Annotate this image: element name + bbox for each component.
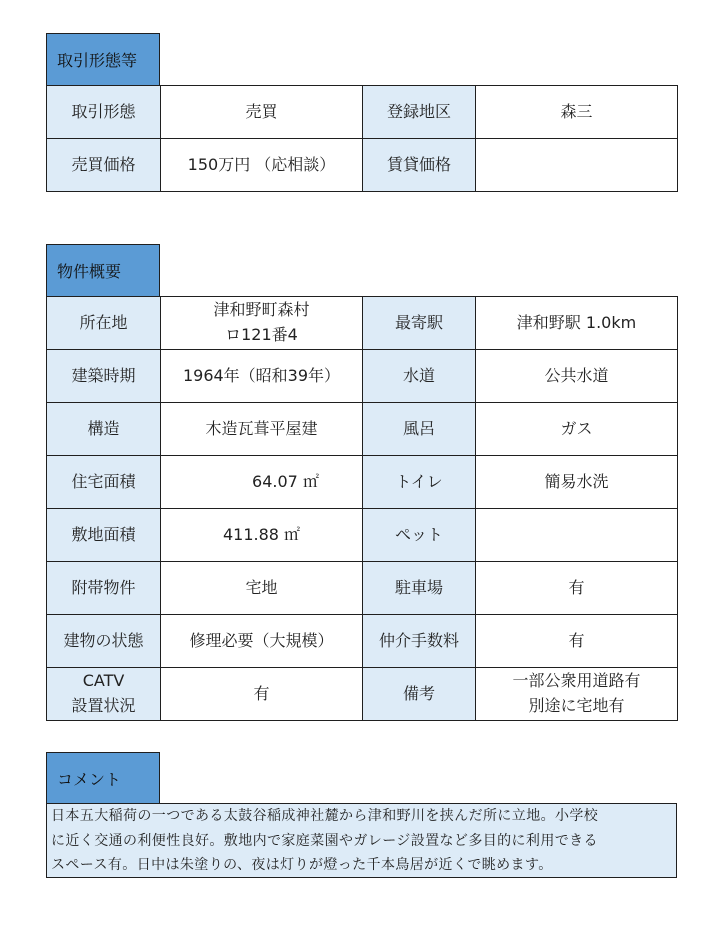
value-attached-property: 宅地 (161, 562, 363, 615)
label-catv-line2: 設置状況 (71, 696, 136, 715)
table-row (47, 509, 678, 562)
label-structure: 構造 (47, 403, 161, 456)
label-brokerage-fee: 仲介手数料 (363, 615, 476, 668)
value-parking: 有 (476, 562, 678, 615)
section-title-torihiki: 取引形態等 (46, 33, 160, 85)
label-remarks: 備考 (363, 668, 476, 721)
value-location (161, 297, 363, 350)
value-pet (476, 509, 678, 562)
label-transaction-type: 取引形態 (47, 86, 161, 139)
label-attached-property: 附帯物件 (47, 562, 161, 615)
value-building-condition: 修理必要（大規模） (161, 615, 363, 668)
label-built-date: 建築時期 (47, 350, 161, 403)
label-water: 水道 (363, 350, 476, 403)
label-nearest-station: 最寄駅 (363, 297, 476, 350)
value-house-area: 64.07 ㎡ (161, 456, 363, 509)
label-catv-line1: CATV (82, 671, 125, 691)
value-water: 公共水道 (476, 350, 678, 403)
bukken-table (46, 296, 678, 721)
table-row (47, 350, 678, 403)
table-row (47, 456, 678, 509)
value-location-line1: 津和野町森村 (213, 300, 310, 320)
value-bath: ガス (476, 403, 678, 456)
value-remarks (476, 668, 678, 721)
label-sale-price: 売買価格 (47, 139, 161, 192)
value-toilet: 簡易水洗 (476, 456, 678, 509)
value-brokerage-fee: 有 (476, 615, 678, 668)
comment-box (46, 803, 677, 878)
label-house-area: 住宅面積 (47, 456, 161, 509)
table-row (47, 562, 678, 615)
label-rent-price: 賃貸価格 (363, 139, 476, 192)
label-parking: 駐車場 (363, 562, 476, 615)
value-structure: 木造瓦葺平屋建 (161, 403, 363, 456)
value-catv: 有 (161, 668, 363, 721)
value-built-date: 1964年（昭和39年） (161, 350, 363, 403)
torihiki-table (46, 85, 678, 192)
table-row (47, 139, 678, 192)
label-pet: ペット (363, 509, 476, 562)
value-transaction-type: 売買 (161, 86, 363, 139)
value-location-line2: ロ121番4 (225, 325, 298, 344)
label-registration-area: 登録地区 (363, 86, 476, 139)
table-row (47, 86, 678, 139)
label-location: 所在地 (47, 297, 161, 350)
label-building-condition: 建物の状態 (47, 615, 161, 668)
table-row (47, 403, 678, 456)
value-rent-price (476, 139, 678, 192)
value-remarks-line1: 一部公衆用道路有 (512, 671, 641, 691)
value-nearest-station: 津和野駅 1.0km (476, 297, 678, 350)
comment-line: 日本五大稲荷の一つである太鼓谷稲成神社麓から津和野川を挟んだ所に立地。小学校 (51, 808, 599, 824)
table-row (47, 615, 678, 668)
label-toilet: トイレ (363, 456, 476, 509)
section-title-bukken: 物件概要 (46, 244, 160, 296)
label-land-area: 敷地面積 (47, 509, 161, 562)
table-row (47, 668, 678, 721)
comment-line: スペース有。日中は朱塗りの、夜は灯りが燈った千本鳥居が近くで眺めます。 (51, 857, 553, 873)
value-land-area: 411.88 ㎡ (161, 509, 363, 562)
comment-line: に近く交通の利便性良好。敷地内で家庭菜園やガレージ設置など多目的に利用できる (51, 832, 598, 849)
label-bath: 風呂 (363, 403, 476, 456)
value-registration-area: 森三 (476, 86, 678, 139)
section-title-comment: コメント (46, 752, 160, 804)
value-remarks-line2: 別途に宅地有 (528, 696, 625, 715)
table-row (47, 297, 678, 350)
value-sale-price: 150万円 （応相談） (161, 139, 363, 192)
label-catv (47, 668, 161, 721)
